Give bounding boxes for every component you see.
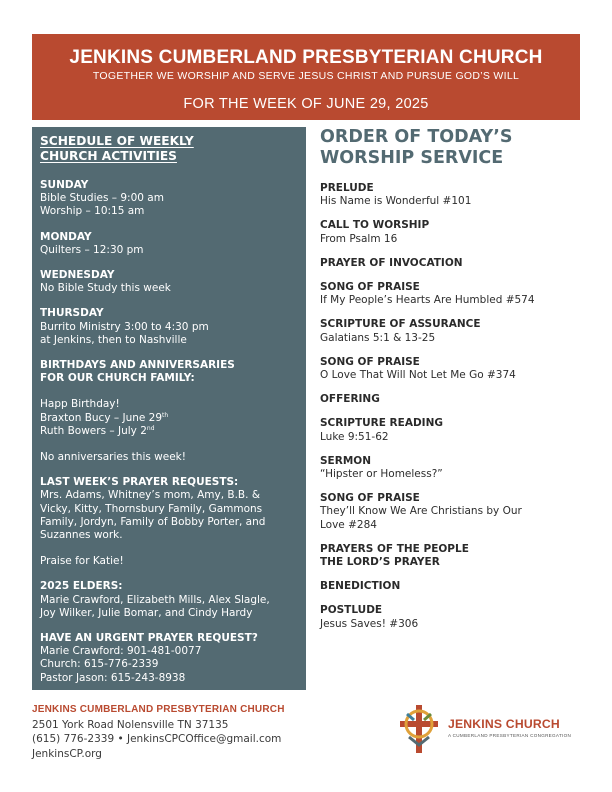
church-mission: TOGETHER WE WORSHIP AND SERVE JESUS CHRIST AND PURSUE GOD’S WILL [92,70,520,82]
service-item-detail: Galatians 5:1 & 13-25 [320,331,436,344]
service-item-detail: O Love That Will Not Let Me Go #374 [320,369,516,382]
footer-address: 2501 York Road Nolensville TN 37135 [32,718,229,731]
service-item [320,543,590,569]
footer-phone-email[interactable]: (615) 776-2339 • JenkinsCPCOffice@gmail.com [32,733,282,745]
monday-heading: MONDAY [40,230,92,243]
cross-logo-icon [398,704,440,754]
sunday-line: Worship – 10:15 am [40,205,145,218]
service-item [320,356,590,382]
service-item-heading: BENEDICTION [320,580,401,593]
service-item-heading: SCRIPTURE OF ASSURANCE [320,318,481,331]
monday-line: Quilters – 12:30 pm [40,243,144,256]
thursday-line: at Jenkins, then to Nashville [40,333,187,346]
service-item [320,580,590,593]
service-item [320,182,590,208]
service-item-heading: PRELUDE [320,182,374,194]
service-item-heading: POSTLUDE [320,604,383,617]
urgent-heading: HAVE AN URGENT PRAYER REQUEST? [40,632,258,645]
service-item [320,219,590,245]
service-item [320,257,590,270]
service-item [320,393,590,406]
church-title: JENKINS CUMBERLAND PRESBYTERIAN CHURCH [69,47,543,68]
birthday-entry: Ruth Bowers – July 2nd [40,424,155,437]
service-item-detail: Luke 9:51-62 [320,430,389,443]
service-item-heading: SONG OF PRAISE [320,492,420,505]
order-of-service [320,127,590,642]
birthdays-heading: BIRTHDAYS AND ANNIVERSARIES [40,359,235,372]
logo-tagline: A CUMBERLAND PRESBYTERIAN CONGREGATION [448,733,572,738]
service-item-heading: OFFERING [320,393,380,406]
service-item-heading: SERMON [320,454,371,467]
service-item-detail: Jesus Saves! #306 [320,617,419,630]
service-item-detail: They’ll Know We Are Christians by Our [320,505,522,518]
elders-line: Marie Crawford, Elizabeth Mills, Alex Slagle, [40,593,270,606]
wednesday-heading: WEDNESDAY [40,269,115,282]
header-banner [32,34,580,120]
service-item [320,604,590,630]
service-item-heading: PRAYER OF INVOCATION [320,256,463,269]
prayer-line: Suzannes work. [40,529,123,542]
sunday-heading: SUNDAY [40,179,89,191]
schedule-title: SCHEDULE OF WEEKLY CHURCH ACTIVITIES [40,134,194,163]
birthdays-heading: FOR OUR CHURCH FAMILY: [40,372,195,385]
service-item-heading: THE LORD’S PRAYER [320,556,440,569]
church-logo [398,704,578,754]
service-item-detail: Love #284 [320,518,377,531]
thursday-line: Burrito Ministry 3:00 to 4:30 pm [40,320,209,333]
sunday-section [40,179,298,219]
birthday-intro: Happ Birthday! [40,398,120,411]
footer-contact [32,703,285,761]
service-item [320,455,590,481]
prayer-section [40,476,298,568]
prayer-line: Vicky, Kitty, Thornsbury Family, Gammons [40,502,263,515]
service-item [320,318,590,344]
footer-church-name: JENKINS CUMBERLAND PRESBYTERIAN CHURCH [32,704,285,715]
footer-website[interactable]: JenkinsCP.org [32,747,102,760]
prayer-line: Mrs. Adams, Whitney’s mom, Amy, B.B. & [40,489,261,502]
elders-line: Joy Wilker, Julie Bomar, and Cindy Hardy [40,606,253,619]
service-item-heading: CALL TO WORSHIP [320,219,430,232]
thursday-section [40,307,298,347]
service-item-detail: If My People’s Hearts Are Humbled #574 [320,294,535,307]
wednesday-section [40,269,298,295]
elders-section [40,580,298,620]
service-item-detail: His Name is Wonderful #101 [320,195,472,208]
birthdays-section [40,359,298,464]
urgent-section [40,632,298,685]
service-item-heading: SONG OF PRAISE [320,281,420,294]
service-item-detail: From Psalm 16 [320,232,398,245]
thursday-heading: THURSDAY [40,307,104,320]
service-item-heading: PRAYERS OF THE PEOPLE [320,542,469,555]
urgent-contact: Marie Crawford: 901-481-0077 [40,645,202,658]
service-item [320,492,590,532]
birthday-entry: Braxton Bucy – June 29th [40,411,169,424]
praise-note: Praise for Katie! [40,555,124,568]
monday-section [40,231,298,257]
order-title: ORDER OF TODAY’S WORSHIP SERVICE [320,127,513,168]
anniversary-note: No anniversaries this week! [40,451,186,464]
schedule-panel [32,127,306,690]
wednesday-line: No Bible Study this week [40,282,171,295]
service-item [320,417,590,443]
urgent-contact: Pastor Jason: 615-243-8938 [40,671,186,684]
prayer-heading: LAST WEEK’S PRAYER REQUESTS: [40,476,239,489]
service-item [320,281,590,307]
logo-name: JENKINS CHURCH [448,717,560,731]
service-item-detail: “Hipster or Homeless?” [320,468,443,481]
urgent-contact: Church: 615-776-2339 [40,658,159,671]
service-item-heading: SCRIPTURE READING [320,417,443,430]
prayer-line: Family, Jordyn, Family of Bobby Porter, and [40,515,266,528]
elders-heading: 2025 ELDERS: [40,580,123,593]
sunday-line: Bible Studies – 9:00 am [40,192,164,205]
service-item-heading: SONG OF PRAISE [320,355,420,368]
week-date: FOR THE WEEK OF JUNE 29, 2025 [183,96,429,112]
